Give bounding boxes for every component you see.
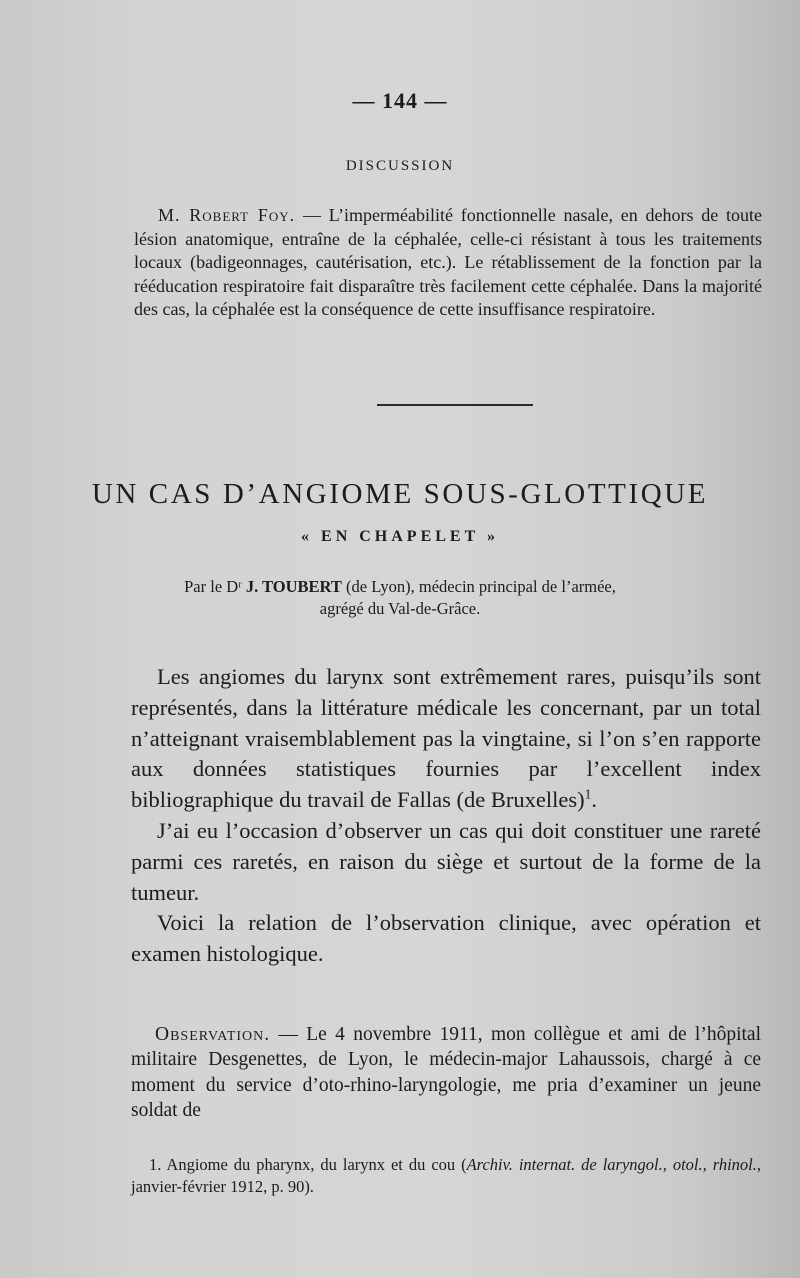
page-number: — 144 — xyxy=(352,88,448,113)
section-divider xyxy=(377,404,533,406)
discussion-speaker: M. Robert Foy. xyxy=(158,205,296,225)
discussion-heading: DISCUSSION xyxy=(345,158,455,174)
body-paragraph-1-text: Les angiomes du larynx sont extrêmement rares, puisqu’ils sont représentés, dans la littérature médicale les concernant, par un total n’atteignant vraisemblablement pas la vingtaine, si l’on s’en rapporte aux données statistiques fournies par l’excellent index bibliographique du travail de Fallas (de Bruxelles) xyxy=(131,664,761,813)
observation-label: Observation. xyxy=(155,1024,271,1045)
article-byline xyxy=(0,576,800,620)
article-body xyxy=(131,662,761,970)
footnote-journal: Archiv. internat. de laryngol., otol., rhinol. xyxy=(466,1155,757,1174)
observation-paragraph xyxy=(131,1022,761,1124)
footnote-text: 1. Angiome du pharynx, du larynx et du cou ( xyxy=(149,1155,467,1174)
footnote-reference: 1 xyxy=(584,786,592,802)
body-paragraph-1 xyxy=(131,662,761,816)
article-title: UN CAS D’ANGIOME SOUS-GLOTTIQUE xyxy=(91,478,709,510)
byline-prefix: Par le Dʳ xyxy=(184,577,246,596)
article-subtitle: « EN CHAPELET » xyxy=(301,528,499,545)
observation-text: — Le 4 novembre 1911, mon collègue et ami de l’hôpital militaire Desgenettes, de Lyon, le médecin-major Lahaussois, chargé à ce moment du service d’oto-rhino-laryngologie, me pria d’examiner un jeune soldat de xyxy=(131,1024,761,1122)
byline-line-1 xyxy=(0,576,800,598)
footnote xyxy=(131,1154,761,1198)
byline-affiliation: (de Lyon), médecin principal de l’armée, xyxy=(341,577,616,596)
footnote-end: , janvier-février 1912, p. 90). xyxy=(131,1155,761,1196)
discussion-paragraph xyxy=(134,204,762,322)
body-paragraph-2: J’ai eu l’occasion d’observer un cas qui doit constituer une rareté parmi ces raretés, en raison du siège et surtout de la forme de la tumeur. xyxy=(131,817,761,905)
discussion-text: — L’imperméabilité fonctionnelle nasale, en dehors de toute lésion anatomique, entraîne de la céphalée, celle-ci résistant à tous les traitements locaux (badigeonnages, cautérisation, etc.). Le rétablissement de la fonction par la rééducation respiratoire fait disparaître très facilement cette céphalée. Dans la majorité des cas, la céphalée est la conséquence de cette insuffisance respiratoire. xyxy=(134,205,762,319)
body-paragraph-1-end: . xyxy=(591,787,598,813)
body-paragraph-3: Voici la relation de l’observation clinique, avec opération et examen histologique. xyxy=(131,910,761,967)
byline-line-2: agrégé du Val-de-Grâce. xyxy=(319,599,481,618)
author-name: J. TOUBERT xyxy=(245,577,342,596)
